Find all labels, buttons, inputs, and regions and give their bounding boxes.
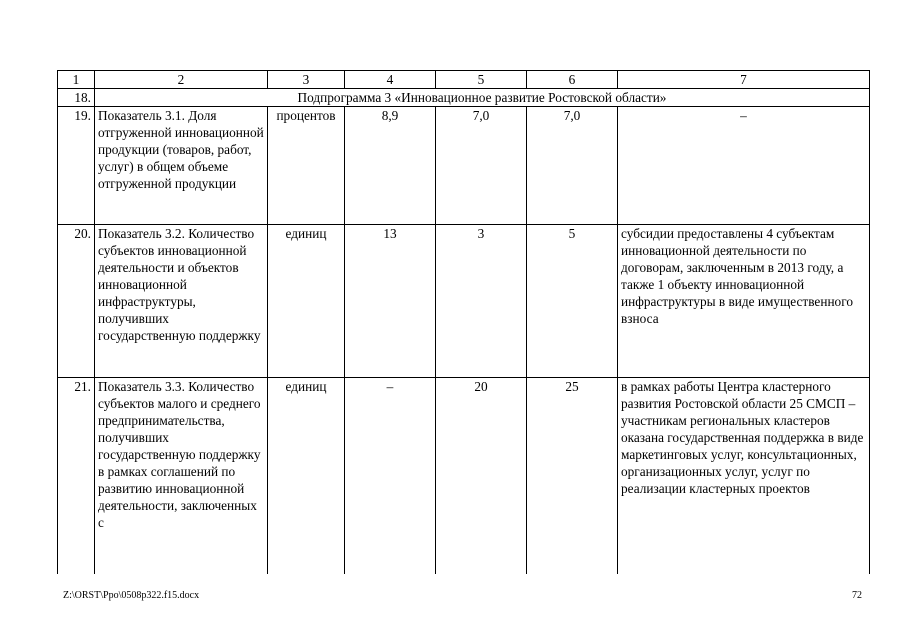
table-row (58, 378, 870, 575)
unit-cell: единиц (268, 378, 345, 575)
header-col-3: 3 (268, 71, 345, 89)
row-number: 20. (58, 225, 95, 378)
value-col-6: 25 (527, 378, 618, 575)
indicators-table (57, 70, 870, 574)
row-number: 21. (58, 378, 95, 575)
value-col-4: 13 (345, 225, 436, 378)
row-number: 18. (58, 89, 95, 107)
header-col-4: 4 (345, 71, 436, 89)
table-row (58, 107, 870, 225)
section-title: Подпрограмма 3 «Инновационное развитие Ростовской области» (95, 89, 870, 107)
header-col-2: 2 (95, 71, 268, 89)
section-row (58, 89, 870, 107)
footer-page-number: 72 (852, 590, 862, 601)
table-row (58, 225, 870, 378)
note-cell: в рамках работы Центра кластерного развития Ростовской области 25 СМСП – участникам региональных кластеров оказана государственная поддержка в виде маркетинговых услуг, консультационных, организационных услуг, услуг по реализации кластерных проектов (618, 378, 870, 575)
header-col-5: 5 (436, 71, 527, 89)
value-col-5: 7,0 (436, 107, 527, 225)
value-col-6: 7,0 (527, 107, 618, 225)
indicator-name: Показатель 3.2. Количество субъектов инновационной деятельности и объектов инновационной инфраструктуры, получивших государственную поддержку (95, 225, 268, 378)
value-col-4: – (345, 378, 436, 575)
row-number: 19. (58, 107, 95, 225)
value-col-4: 8,9 (345, 107, 436, 225)
unit-cell: единиц (268, 225, 345, 378)
unit-cell: процентов (268, 107, 345, 225)
note-cell: субсидии предоставлены 4 субъектам инновационной деятельности по договорам, заключенным в 2013 году, а также 1 объекту инновационной инфраструктуры в виде имущественного взноса (618, 225, 870, 378)
indicator-name: Показатель 3.3. Количество субъектов малого и среднего предпринимательства, получивших государственную поддержку в рамках соглашений по развитию инновационной деятельности, заключенных с (95, 378, 268, 575)
footer-file-path: Z:\ORST\Ppo\0508p322.f15.docx (63, 590, 200, 601)
value-col-5: 3 (436, 225, 527, 378)
note-cell: – (618, 107, 870, 225)
value-col-5: 20 (436, 378, 527, 575)
header-col-6: 6 (527, 71, 618, 89)
header-col-7: 7 (618, 71, 870, 89)
indicator-name: Показатель 3.1. Доля отгруженной инновационной продукции (товаров, работ, услуг) в общем объеме отгруженной продукции (95, 107, 268, 225)
table-header-row (58, 71, 870, 89)
header-col-1: 1 (58, 71, 95, 89)
value-col-6: 5 (527, 225, 618, 378)
